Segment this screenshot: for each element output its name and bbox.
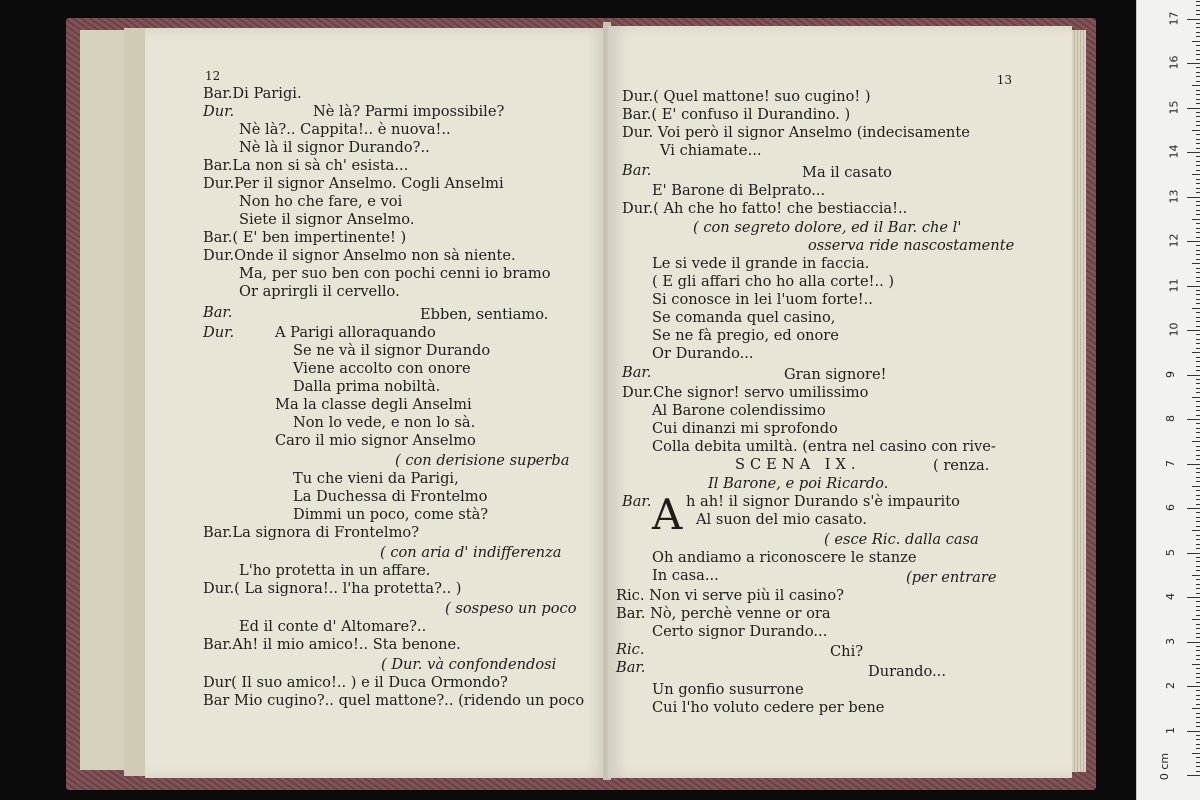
ruler-tick	[1196, 579, 1200, 580]
text-line: Bar.	[622, 493, 652, 510]
text-line: Tu che vieni da Parigi,	[293, 470, 459, 487]
ruler-tick	[1196, 210, 1200, 211]
text-line: Ebben, sentiamo.	[420, 306, 549, 323]
ruler-tick	[1196, 428, 1200, 429]
text-line: ( esce Ric. dalla casa	[824, 531, 979, 548]
ruler-tick	[1196, 437, 1200, 438]
ruler-tick	[1192, 174, 1200, 175]
ruler-tick	[1196, 624, 1200, 625]
ruler-tick	[1196, 423, 1200, 424]
text-line: Oh andiamo a riconoscere le stanze	[652, 549, 917, 566]
text-line: Il Barone, e poi Ricardo.	[708, 475, 889, 492]
ruler-tick	[1196, 383, 1200, 384]
text-line: ( sospeso un poco	[445, 600, 577, 617]
ruler-tick	[1196, 259, 1200, 260]
text-line: Certo signor Durando...	[652, 623, 828, 640]
text-line: ( renza.	[933, 457, 990, 474]
ruler-number: 8	[1164, 415, 1177, 422]
ruler-tick	[1196, 771, 1200, 772]
ruler-tick	[1196, 268, 1200, 269]
text-line: Se comanda quel casino,	[652, 309, 836, 326]
ruler-tick	[1196, 655, 1200, 656]
ruler-tick	[1187, 508, 1200, 509]
ruler-tick	[1196, 757, 1200, 758]
ruler-tick	[1192, 441, 1200, 442]
ruler-tick	[1196, 254, 1200, 255]
ruler-number: 16	[1167, 55, 1181, 70]
ruler-tick	[1196, 148, 1200, 149]
ruler-tick	[1196, 223, 1200, 224]
text-line: E' Barone di Belprato...	[652, 182, 826, 199]
ruler-tick	[1196, 406, 1200, 407]
ruler-number: 7	[1164, 459, 1177, 467]
ruler-tick	[1196, 548, 1200, 549]
ruler-tick	[1196, 704, 1200, 705]
ruler-tick	[1196, 459, 1200, 460]
ruler-tick	[1196, 570, 1200, 571]
text-line: Cui l'ho voluto cedere per bene	[652, 699, 885, 716]
ruler-tick	[1196, 410, 1200, 411]
text-line: Cui dinanzi mi sprofondo	[652, 420, 838, 437]
ruler-tick	[1196, 188, 1200, 189]
text-line: Caro il mio signor Anselmo	[275, 432, 476, 449]
text-line: Al Barone colendissimo	[652, 402, 826, 419]
ruler-tick	[1196, 170, 1200, 171]
ruler-tick	[1187, 19, 1200, 20]
ruler-tick	[1196, 76, 1200, 77]
ruler-tick	[1196, 673, 1200, 674]
text-line: Dur.Che signor! servo umilissimo	[622, 384, 869, 401]
ruler-tick	[1196, 722, 1200, 723]
left-page	[145, 28, 607, 778]
ruler-tick	[1187, 775, 1200, 776]
ruler-tick	[1196, 326, 1200, 327]
text-line: Ma la classe degli Anselmi	[275, 396, 472, 413]
ruler-tick	[1196, 299, 1200, 300]
text-line: Gran signore!	[784, 366, 887, 383]
text-line: ( con segreto dolore, ed il Bar. che l'	[693, 219, 962, 236]
ruler-tick	[1196, 668, 1200, 669]
ruler-tick	[1196, 472, 1200, 473]
ruler-tick	[1196, 183, 1200, 184]
ruler-tick	[1187, 553, 1200, 554]
text-line: Bar.( E' confuso il Durandino. )	[622, 106, 851, 123]
text-line: Bar Mio cugino?.. quel mattone?.. (ridendo un poco	[203, 692, 585, 709]
ruler-tick	[1196, 366, 1200, 367]
ruler-tick	[1192, 708, 1200, 709]
ruler-number: 5	[1164, 548, 1177, 556]
ruler-tick	[1187, 241, 1200, 242]
ruler-number: 6	[1164, 504, 1177, 511]
ruler-tick	[1196, 477, 1200, 478]
text-line: Bar.Di Parigi.	[203, 85, 302, 102]
ruler-tick	[1196, 156, 1200, 157]
text-line: Bar.	[203, 304, 233, 321]
text-line: Dur( Il suo amico!.. ) e il Duca Ormondo?	[203, 674, 508, 691]
text-line: Bar.La signora di Frontelmo?	[203, 524, 420, 541]
ruler-tick	[1196, 112, 1200, 113]
ruler-tick	[1187, 330, 1200, 331]
ruler-tick	[1196, 201, 1200, 202]
ruler-number: 4	[1164, 593, 1177, 600]
ruler-tick	[1196, 521, 1200, 522]
ruler-number: 17	[1167, 11, 1181, 25]
ruler-tick	[1196, 748, 1200, 749]
ruler-tick	[1196, 339, 1200, 340]
text-line: Vi chiamate...	[660, 142, 762, 159]
ruler-tick	[1187, 419, 1200, 420]
ruler-tick	[1196, 272, 1200, 273]
text-line: Siete il signor Anselmo.	[239, 211, 415, 228]
ruler-tick	[1196, 388, 1200, 389]
ruler-tick	[1187, 731, 1200, 732]
text-line: Dur.Per il signor Anselmo. Cogli Anselmi	[203, 175, 504, 192]
ruler-tick	[1196, 392, 1200, 393]
text-line: Bar.	[622, 364, 652, 381]
ruler-tick	[1196, 294, 1200, 295]
text-line: ( Dur. và confondendosi	[381, 656, 557, 673]
ruler-tick	[1196, 312, 1200, 313]
text-line: Dalla prima nobiltà.	[293, 378, 441, 395]
ruler-tick	[1196, 232, 1200, 233]
ruler-tick	[1196, 526, 1200, 527]
text-line: Bar. Nò, perchè venne or ora	[616, 605, 831, 622]
ruler-number: 10	[1167, 322, 1181, 337]
text-line: In casa...	[652, 567, 719, 584]
ruler-tick	[1192, 486, 1200, 487]
ruler-tick	[1196, 677, 1200, 678]
ruler-tick	[1196, 370, 1200, 371]
text-line: Se ne fà pregio, ed onore	[652, 327, 839, 344]
text-line: Or Durando...	[652, 345, 754, 362]
ruler-tick	[1192, 219, 1200, 220]
text-line: Dur.( Ah che ho fatto! che bestiaccia!..	[622, 200, 908, 217]
ruler-tick	[1196, 584, 1200, 585]
ruler-tick	[1196, 615, 1200, 616]
text-line: osserva ride nascostamente	[808, 237, 1015, 254]
ruler-tick	[1196, 23, 1200, 24]
ruler-tick	[1192, 575, 1200, 576]
measuring-ruler	[1136, 0, 1200, 800]
ruler-tick	[1196, 250, 1200, 251]
ruler-tick	[1196, 690, 1200, 691]
ruler-tick	[1187, 464, 1200, 465]
ruler-tick	[1196, 544, 1200, 545]
text-line: Bar.Ah! il mio amico!.. Sta benone.	[203, 636, 461, 653]
ruler-tick	[1192, 619, 1200, 620]
ruler-tick	[1196, 81, 1200, 82]
ruler-tick	[1196, 415, 1200, 416]
ruler-tick	[1196, 334, 1200, 335]
ruler-tick	[1196, 481, 1200, 482]
ruler-tick	[1196, 699, 1200, 700]
ruler-tick	[1196, 179, 1200, 180]
ruler-tick	[1196, 495, 1200, 496]
ruler-number: 13	[1167, 189, 1181, 203]
ruler-tick	[1196, 401, 1200, 402]
text-line: L'ho protetta in un affare.	[239, 562, 431, 579]
ruler-tick	[1196, 277, 1200, 278]
ruler-tick	[1196, 54, 1200, 55]
ruler-tick	[1196, 1, 1200, 2]
ruler-tick	[1196, 45, 1200, 46]
ruler-tick	[1196, 90, 1200, 91]
text-line: ( con aria d' indifferenza	[380, 544, 562, 561]
text-line: Bar.	[622, 162, 652, 179]
ruler-tick	[1187, 152, 1200, 153]
text-line: Dur.	[203, 103, 235, 120]
ruler-tick	[1196, 50, 1200, 51]
ruler-tick	[1196, 762, 1200, 763]
ruler-tick	[1187, 597, 1200, 598]
ruler-tick	[1196, 139, 1200, 140]
ruler-number: 12	[1167, 233, 1181, 248]
ruler-tick	[1192, 130, 1200, 131]
ruler-tick	[1196, 205, 1200, 206]
text-line: Bar.( E' ben impertinente! )	[203, 229, 407, 246]
ruler-tick	[1196, 628, 1200, 629]
ruler-tick	[1192, 85, 1200, 86]
ruler-tick	[1196, 455, 1200, 456]
ruler-tick	[1192, 41, 1200, 42]
page-edges	[1072, 30, 1086, 772]
ruler-number: 1	[1164, 726, 1177, 734]
ruler-tick	[1196, 348, 1200, 349]
text-line: ( E gli affari cho ho alla corte!.. )	[652, 273, 895, 290]
ruler-tick	[1196, 766, 1200, 767]
ruler-tick	[1196, 504, 1200, 505]
ruler-tick	[1196, 593, 1200, 594]
ruler-tick	[1187, 197, 1200, 198]
text-line: Nè là?.. Cappita!.. è nuova!..	[239, 121, 451, 138]
ruler-tick	[1196, 245, 1200, 246]
ruler-tick	[1196, 321, 1200, 322]
ruler-number: 15	[1167, 100, 1181, 114]
ruler-tick	[1196, 103, 1200, 104]
ruler-tick	[1196, 32, 1200, 33]
ruler-tick	[1196, 379, 1200, 380]
ruler-tick	[1187, 642, 1200, 643]
ruler-tick	[1196, 739, 1200, 740]
ruler-tick	[1196, 303, 1200, 304]
ruler-tick	[1196, 637, 1200, 638]
ruler-tick	[1192, 263, 1200, 264]
ruler-tick	[1196, 450, 1200, 451]
ruler-tick	[1187, 108, 1200, 109]
page-number-right: 13	[996, 73, 1012, 87]
text-line: Colla debita umiltà. (entra nel casino con rive-	[652, 438, 996, 455]
text-line: Nè là il signor Durando?..	[239, 139, 430, 156]
ruler-tick	[1187, 286, 1200, 287]
ruler-tick	[1187, 63, 1200, 64]
ruler-number: 11	[1167, 278, 1181, 292]
text-line: Si conosce in lei l'uom forte!..	[652, 291, 873, 308]
text-line: Non lo vede, e non lo sà.	[293, 414, 476, 431]
ruler-tick	[1196, 650, 1200, 651]
page-number-left: 12	[205, 69, 221, 83]
text-line: Chi?	[830, 643, 864, 660]
drop-cap: A	[652, 490, 683, 539]
ruler-tick	[1196, 59, 1200, 60]
ruler-tick	[1196, 214, 1200, 215]
text-line: Le si vede il grande in faccia.	[652, 255, 870, 272]
ruler-tick	[1196, 601, 1200, 602]
text-line: A Parigi alloraquando	[275, 324, 436, 341]
ruler-tick	[1196, 633, 1200, 634]
text-line: Nè là? Parmi impossibile?	[313, 103, 505, 120]
text-line: Dur.( La signora!.. l'ha protetta?.. )	[203, 580, 462, 597]
ruler-tick	[1196, 468, 1200, 469]
ruler-tick	[1196, 695, 1200, 696]
ruler-tick	[1196, 192, 1200, 193]
ruler-tick	[1196, 228, 1200, 229]
text-line: (per entrare	[906, 569, 997, 586]
ruler-tick	[1187, 375, 1200, 376]
text-line: SCENA IX.	[735, 456, 861, 473]
ruler-tick	[1192, 530, 1200, 531]
ruler-tick	[1196, 10, 1200, 11]
ruler-tick	[1196, 290, 1200, 291]
ruler-tick	[1196, 165, 1200, 166]
ruler-tick	[1196, 134, 1200, 135]
ruler-tick	[1196, 281, 1200, 282]
ruler-tick	[1196, 539, 1200, 540]
ruler-tick	[1196, 499, 1200, 500]
text-line: Dur.Onde il signor Anselmo non sà niente.	[203, 247, 516, 264]
ruler-tick	[1196, 121, 1200, 122]
text-line: Ric.	[616, 641, 645, 658]
text-line: Ma, per suo ben con pochi cenni io bramo	[239, 265, 551, 282]
ruler-tick	[1196, 566, 1200, 567]
ruler-tick	[1196, 125, 1200, 126]
ruler-tick	[1192, 308, 1200, 309]
text-line: Dur. Voi però il signor Anselmo (indecisamente	[622, 124, 970, 141]
text-line: Dimmi un poco, come stà?	[293, 506, 489, 523]
ruler-tick	[1196, 36, 1200, 37]
text-line: Bar.La non si sà ch' esista...	[203, 157, 409, 174]
ruler-tick	[1196, 27, 1200, 28]
ruler-tick	[1196, 659, 1200, 660]
text-line: h ah! il signor Durando s'è impaurito	[686, 493, 960, 510]
ruler-tick	[1196, 446, 1200, 447]
ruler-tick	[1196, 361, 1200, 362]
text-line: Dur.	[203, 324, 235, 341]
text-line: La Duchessa di Frontelmo	[293, 488, 488, 505]
ruler-tick	[1196, 490, 1200, 491]
ruler-number: 14	[1167, 144, 1181, 159]
text-line: Un gonfio susurrone	[652, 681, 804, 698]
text-line: Non ho che fare, e voi	[239, 193, 403, 210]
ruler-tick	[1196, 161, 1200, 162]
ruler-number: 2	[1164, 682, 1177, 689]
text-line: Ric. Non vi serve più il casino?	[616, 587, 844, 604]
ruler-tick	[1196, 67, 1200, 68]
ruler-tick	[1196, 726, 1200, 727]
ruler-tick	[1187, 686, 1200, 687]
ruler-tick	[1196, 432, 1200, 433]
ruler-tick	[1192, 397, 1200, 398]
text-line: Ed il conte d' Altomare?..	[239, 618, 427, 635]
ruler-tick	[1196, 343, 1200, 344]
ruler-tick	[1192, 664, 1200, 665]
ruler-tick	[1196, 735, 1200, 736]
text-line: Al suon del mio casato.	[696, 511, 867, 528]
ruler-number: 9	[1164, 370, 1177, 378]
text-line: Ma il casato	[802, 164, 892, 181]
ruler-tick	[1196, 116, 1200, 117]
ruler-tick	[1196, 94, 1200, 95]
ruler-tick	[1196, 517, 1200, 518]
ruler-tick	[1196, 557, 1200, 558]
text-line: Dur.( Quel mattone! suo cugino! )	[622, 88, 871, 105]
ruler-number: 3	[1164, 637, 1177, 645]
ruler-tick	[1196, 535, 1200, 536]
ruler-tick	[1196, 744, 1200, 745]
ruler-tick	[1196, 713, 1200, 714]
ruler-tick	[1196, 14, 1200, 15]
ruler-tick	[1196, 561, 1200, 562]
ruler-tick	[1196, 717, 1200, 718]
ruler-tick	[1196, 606, 1200, 607]
ruler-tick	[1196, 317, 1200, 318]
ruler-tick	[1196, 357, 1200, 358]
text-line: Durando...	[868, 663, 946, 680]
ruler-tick	[1196, 5, 1200, 6]
ruler-tick	[1192, 753, 1200, 754]
text-line: Bar.	[616, 659, 646, 676]
right-page	[608, 26, 1072, 778]
ruler-tick	[1196, 588, 1200, 589]
ruler-tick	[1196, 99, 1200, 100]
ruler-tick	[1196, 237, 1200, 238]
ruler-tick	[1196, 143, 1200, 144]
ruler-tick	[1192, 352, 1200, 353]
text-line: Se ne và il signor Durando	[293, 342, 491, 359]
ruler-tick	[1196, 72, 1200, 73]
text-line: ( con derisione superba	[395, 452, 570, 469]
ruler-tick	[1196, 646, 1200, 647]
ruler-tick	[1196, 610, 1200, 611]
text-line: Viene accolto con onore	[293, 360, 471, 377]
ruler-tick	[1196, 682, 1200, 683]
text-line: Or aprirgli il cervello.	[239, 283, 400, 300]
ruler-unit-label: 0 cm	[1158, 752, 1172, 781]
ruler-tick	[1196, 512, 1200, 513]
